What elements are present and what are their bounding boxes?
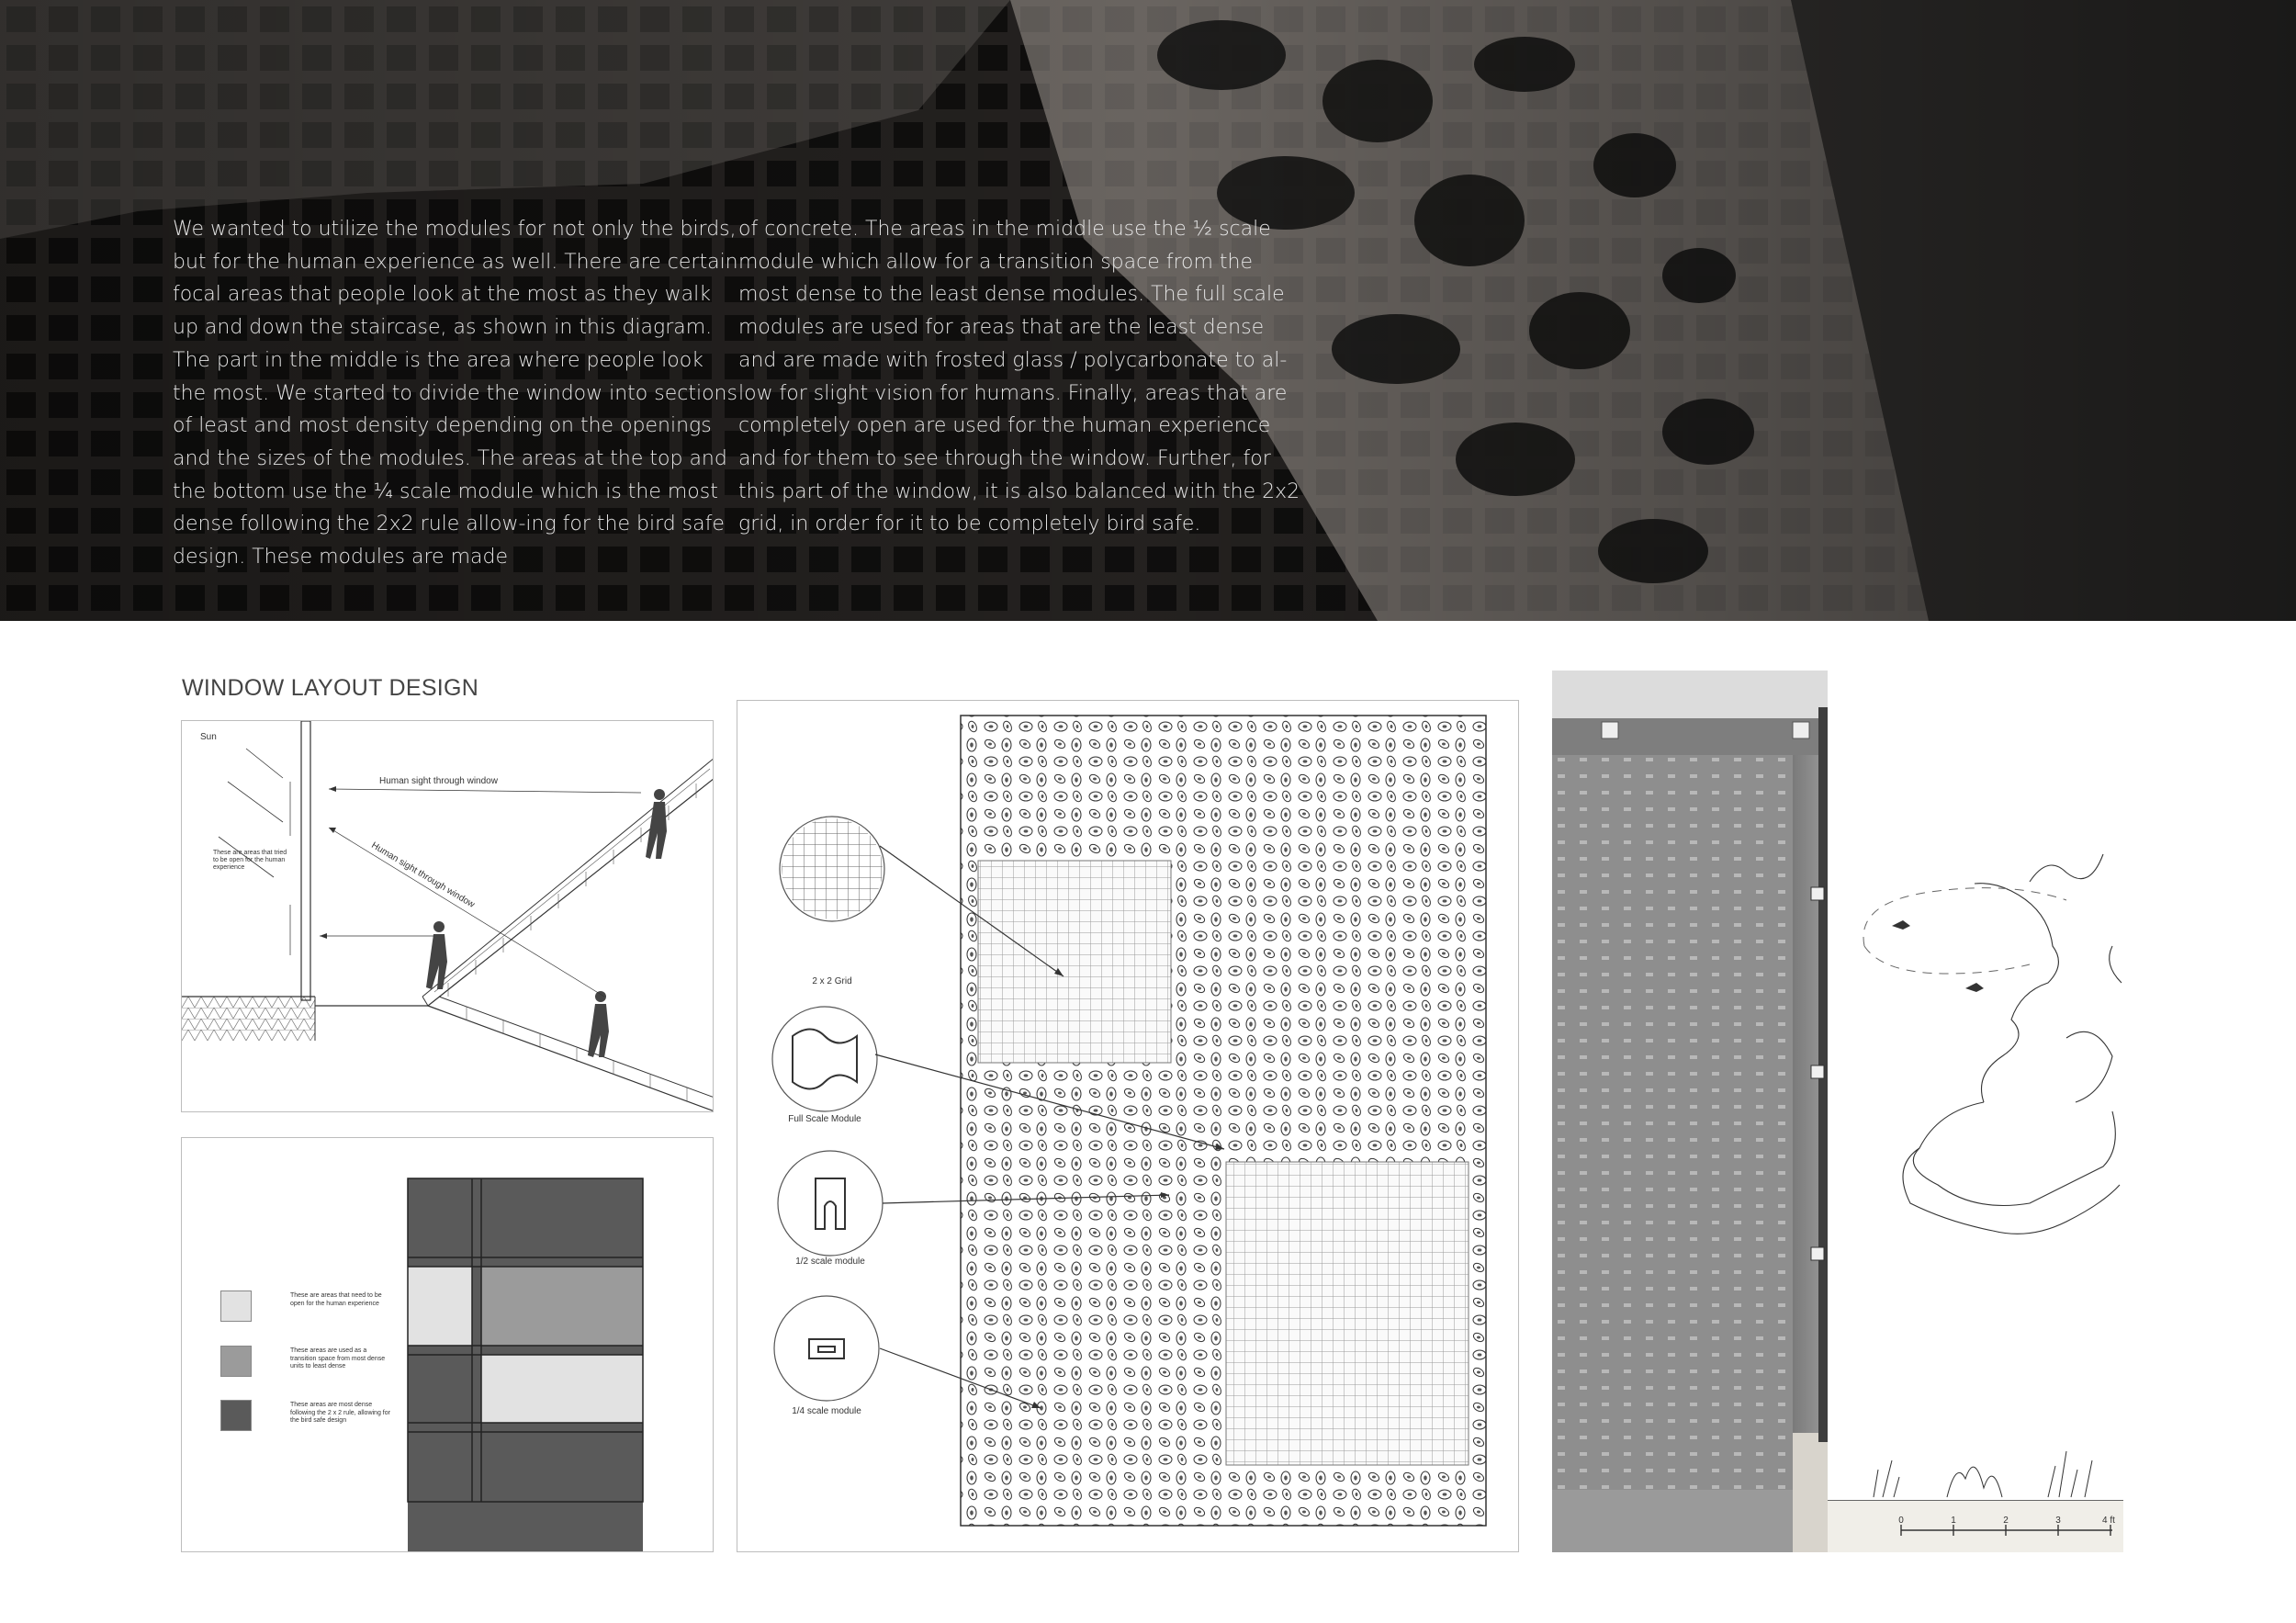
scale-tick-2: 2 xyxy=(2003,1516,2009,1526)
intro-text-column-2: of concrete. The areas in the middle use the ½ scale module which allow for a transition space from the most dense to the least dense modules. The full scale modules are used for areas that are the least dense and are made with frosted glass / polycarbonate to al-low for slight vision for humans. Finally, areas that are completely open are used for the human experience and for them to see through the window. Further, for this part of the window, it is also balanced with the 2x2 grid, in order for it to be completely bird safe. xyxy=(738,218,1300,536)
grid-zone-lower xyxy=(1226,1162,1469,1465)
photo-banner xyxy=(0,0,2296,621)
sight-label-horizontal: Human sight through window xyxy=(379,776,498,786)
scale-tick-3: 3 xyxy=(2055,1516,2061,1526)
section-title: WINDOW LAYOUT DESIGN xyxy=(182,675,479,701)
zoning-legend-panel xyxy=(181,1137,714,1552)
module-layout-panel xyxy=(737,700,1519,1552)
scale-tick-1: 1 xyxy=(1951,1516,1956,1526)
legend-swatch-open xyxy=(220,1291,252,1322)
open-zone-left xyxy=(408,1267,472,1346)
scale-tick-4: 4 ft xyxy=(2102,1516,2115,1526)
quarter-scale-module-circle xyxy=(774,1296,879,1401)
legend-text-transition: These areas are used as a transition space from most dense units to least dense xyxy=(290,1347,386,1369)
scale-tick-0: 0 xyxy=(1898,1516,1904,1526)
legend-text-dense: These areas are most dense following the 2 x 2 rule, allowing for the bird safe design xyxy=(290,1402,390,1424)
open-area-note: These are areas that tried to be open for the human experience xyxy=(213,850,287,871)
elevation-render xyxy=(1552,671,2123,1552)
module-layout-drawing xyxy=(737,701,1519,1552)
zoning-diagram xyxy=(182,1138,714,1552)
half-scale-module-label: 1/2 scale module xyxy=(795,1257,865,1267)
half-scale-module-circle xyxy=(778,1151,883,1256)
staircase-section-panel xyxy=(181,720,714,1112)
full-scale-module-circle xyxy=(772,1007,877,1111)
open-zone-right xyxy=(481,1355,643,1423)
grid-module-label: 2 x 2 Grid xyxy=(812,976,852,986)
sun-label: Sun xyxy=(200,732,217,742)
legend-text-open: These are areas that need to be open for the human experience xyxy=(290,1292,382,1307)
legend-swatch-dense xyxy=(220,1400,252,1431)
elevation-drawing xyxy=(1552,671,2123,1552)
transition-zone xyxy=(481,1267,643,1346)
full-scale-module-label: Full Scale Module xyxy=(788,1114,861,1124)
sight-label-diagonal: Human sight through window xyxy=(369,840,477,910)
grid-zone-upper xyxy=(978,861,1171,1063)
intro-text-column-1: We wanted to utilize the modules for not only the birds, but for the human experience as well. There are certain focal areas that people look at the most as they walk up and down the staircase, as shown in this diagram. The part in the middle is the area where people look the most. We started to divide the window into sections of least and most density depending on the openings and the sizes of the modules. The areas at the top and the bottom use the ¼ scale module which is the most dense following the 2x2 rule allow-ing for the bird safe design. These modules are made xyxy=(173,218,738,569)
quarter-scale-module-label: 1/4 scale module xyxy=(792,1406,861,1416)
legend-swatch-transition xyxy=(220,1346,252,1377)
